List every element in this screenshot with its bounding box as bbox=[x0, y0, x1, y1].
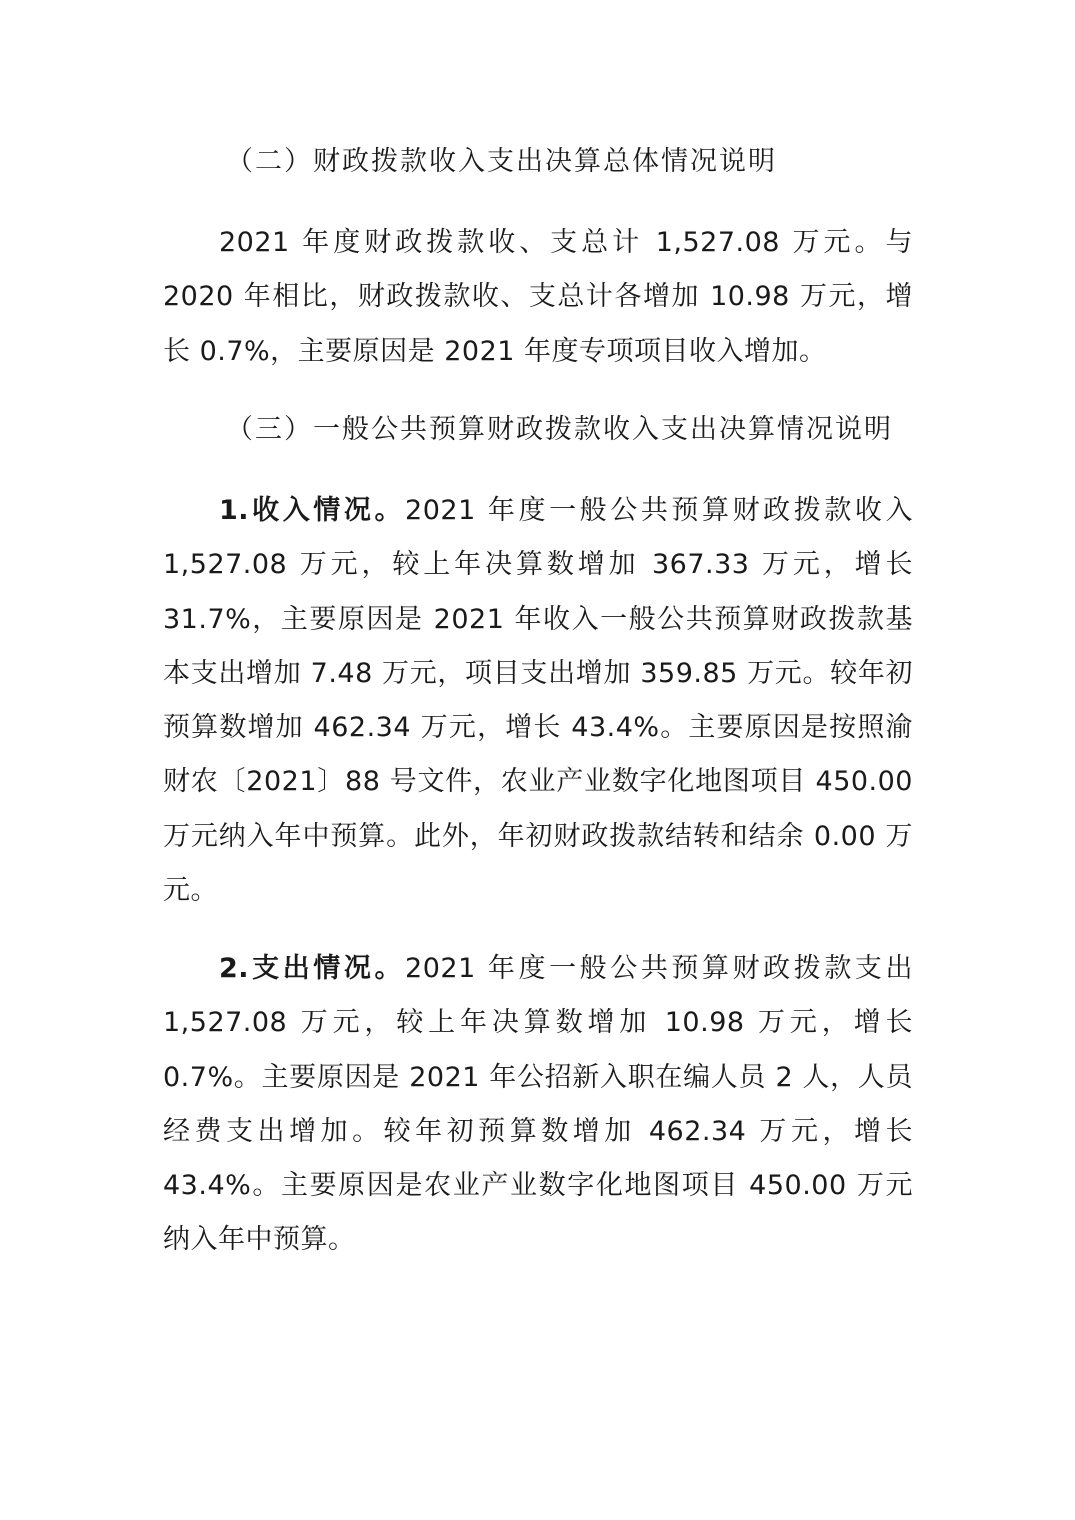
section-2-heading: （二）财政拨款收入支出决算总体情况说明 bbox=[226, 146, 777, 177]
section-3-heading: （三）一般公共预算财政拨款收入支出决算情况说明 bbox=[226, 414, 893, 445]
expenditure-lead: 2.支出情况。 bbox=[219, 953, 406, 984]
expenditure-paragraph bbox=[163, 942, 913, 1268]
expenditure-body: 2021 年度一般公共预算财政拨款支出 1,527.08 万元，较上年决算数增加 10.98 万元，增长 0.7%。主要原因是 2021 年公招新入职在编人员 2 人，人员经费支出增加。较年初预算数增加 462.34 万元，增长 43.4%。主要原因是农业产业数字化地图项目 450.00 万元纳入年中预算。 bbox=[163, 953, 914, 1256]
section-2-body: 2021 年度财政拨款收、支总计 1,527.08 万元。与 2020 年相比，财政拨款收、支总计各增加 10.98 万元，增长 0.7%，主要原因是 2021 年度专项项目收入增加。 bbox=[163, 227, 913, 367]
income-lead: 1.收入情况。 bbox=[219, 495, 406, 526]
income-paragraph bbox=[163, 484, 913, 918]
income-body: 2021 年度一般公共预算财政拨款收入 1,527.08 万元，较上年决算数增加 367.33 万元，增长 31.7%，主要原因是 2021 年收入一般公共预算财政拨款基本支出增加 7.48 万元，项目支出增加 359.85 万元。较年初预算数增加 462.34 万元，增长 43.4%。主要原因是按照渝财农〔2021〕88 号文件，农业产业数字化地图项目 450.00 万元纳入年中预算。此外，年初财政拨款结转和结余 0.00 万元。 bbox=[163, 495, 914, 907]
section-2-paragraph bbox=[163, 216, 913, 379]
